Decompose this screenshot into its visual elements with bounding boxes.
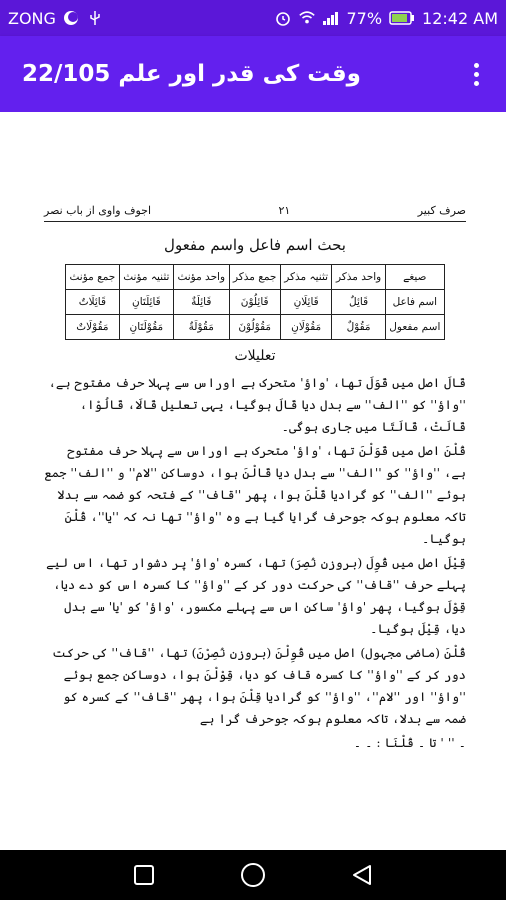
battery-charging-icon <box>388 9 416 27</box>
running-head-right: صرف کبیر <box>417 204 466 217</box>
table-cell: مَقُوْلٌ <box>332 315 385 340</box>
table-row <box>66 290 445 315</box>
table-cell: قَائِلَانِ <box>280 290 332 315</box>
running-head-left: اجوف واوی از باب نصر <box>44 204 152 217</box>
table-cell: صیغے <box>385 265 444 290</box>
table-cell: واحد مذکر <box>332 265 385 290</box>
table-cell: قَائِلَاتٌ <box>66 290 120 315</box>
table-cell: مَقُوْلَاتٌ <box>66 315 120 340</box>
book-page-viewer[interactable] <box>0 112 506 850</box>
table-cell: جمع مؤنث <box>66 265 120 290</box>
conjugation-table <box>65 264 445 340</box>
square-icon <box>133 864 155 886</box>
recents-button[interactable] <box>124 855 164 895</box>
home-button[interactable] <box>233 855 273 895</box>
table-cell: تثنیہ مؤنث <box>119 265 173 290</box>
running-head <box>44 204 466 222</box>
back-button[interactable] <box>342 855 382 895</box>
usb-icon <box>86 9 104 27</box>
paragraph: قَالَ اصل میں قَوَلَ تھا، 'واؤ' متحرک ہے اوراس سے پہلا حرف مفتوح ہے، ''واؤ'' کو ''الف'' سے بدل دیا قَالَ ہوگیا، یہی تعلیل قَالَا، قَالُوْا، قَالَتْ، قَالَتَا میں جاری ہوگی۔ <box>48 375 466 434</box>
table-cell: مَقُوْلَتَانِ <box>119 315 173 340</box>
table-cell: مَقُوْلُوْنَ <box>229 315 280 340</box>
table-cell: جمع مذکر <box>229 265 280 290</box>
paragraph: ۔ '' ' تا ۔ قُلْنَا : ۔ ۔ <box>353 735 466 750</box>
table-cell: قَائِلَةٌ <box>173 290 229 315</box>
overflow-menu-button[interactable] <box>464 54 488 94</box>
page-number: ۲۱ <box>278 204 291 217</box>
wifi-icon <box>298 9 316 27</box>
table-header-row <box>66 265 445 290</box>
table-cell: اسم مفعول <box>385 315 444 340</box>
table-row <box>66 315 445 340</box>
table-cell: تثنیہ مذکر <box>280 265 332 290</box>
clock-time: 12:42 AM <box>422 8 498 28</box>
triangle-back-icon <box>350 863 374 887</box>
section-title: بحث اسم فاعل واسم مفعول <box>164 236 346 254</box>
carrier-label: ZONG <box>8 8 56 28</box>
alarm-icon <box>274 9 292 27</box>
paragraph: قُلْنَ اصل میں قَوَلْنَ تھا، 'واؤ' متحرک ہے اوراس سے پہلا حرف مفتوح ہے، ''واؤ'' کو ''الف'' سے بدل دیا قَالْنَ ہوا، دوساکن ''لام'' و ''الف'' جمع ہوئے ''الف'' کو گرادیا قَلْنَ ہوا، پھر ''قاف'' کے فتحہ کو ضمہ سے بدلا تاکہ معلوم ہوکہ جوحرف گرایا گیا ہے وہ ''واؤ'' تھا نہ کہ ''یا''، قُلْنَ ہوگیا۔ <box>44 443 466 546</box>
page-title: وقت کی قدر اور علم 22/105 <box>22 61 361 87</box>
table-cell: مَقُوْلَةٌ <box>173 315 229 340</box>
status-bar <box>0 0 506 36</box>
table-cell: قَائِلُوْنَ <box>229 290 280 315</box>
system-nav-bar <box>0 850 506 900</box>
battery-percent: 77% <box>346 8 383 28</box>
paragraph: قِيْلَ اصل میں قُوِلَ (بروزن نُصِرَ) تھا، کسرہ 'واؤ' پر دشوار تھا، اس لیے پہلے حرف ''قاف'' کی حرکت دور کر کے ''واؤ'' کا کسرہ اس کو دے دیا، قِوْلَ ہوگیا، پھر 'واؤ' ساکن اس سے پہلے مکسور، 'واؤ' کو 'یا' سے بدل دیا، قِيْلَ ہوگیا۔ <box>46 555 466 636</box>
sub-title: تعلیلات <box>234 348 276 364</box>
app-bar <box>0 36 506 112</box>
circle-icon <box>240 862 266 888</box>
more-vert-icon <box>474 63 479 68</box>
signal-icon <box>322 9 340 27</box>
moon-icon <box>62 9 80 27</box>
table-cell: قَائِلَتَانِ <box>119 290 173 315</box>
table-cell: مَقُوْلَانِ <box>280 315 332 340</box>
table-cell: اسم فاعل <box>385 290 444 315</box>
book-page <box>44 204 466 844</box>
table-cell: واحد مؤنث <box>173 265 229 290</box>
paragraph: قُلْنَ (ماضی مجہول) اصل میں قُوِلْنَ (بروزن نُصِرْنَ) تھا، ''قاف'' کی حرکت دور کر کے ''واؤ'' کا کسرہ قاف کو دیا، قِوْلْنَ ہوا، دوساکن جمع ہوئے ''واؤ'' اور ''لام''، ''واؤ'' کو گرادیا قِلْنَ ہوا، پھر ''قاف'' کے کسرہ کو ضمہ سے بدلا، تاکہ معلوم ہوکہ جوحرف گرا ہے <box>52 645 466 726</box>
table-cell: قَائِلٌ <box>332 290 385 315</box>
